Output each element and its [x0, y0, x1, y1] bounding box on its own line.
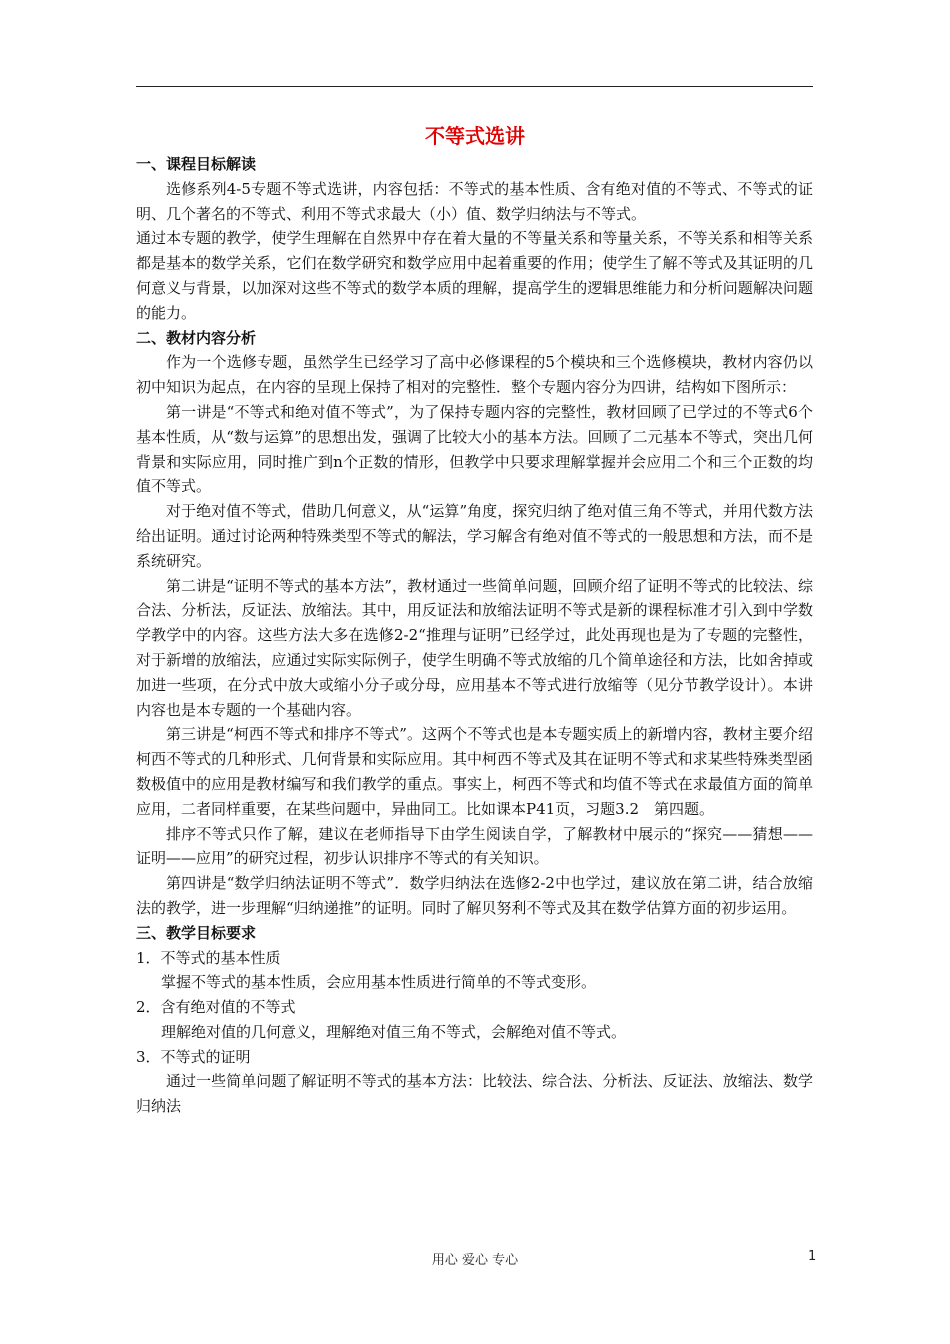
list-item-label: 3．不等式的证明 [136, 1047, 251, 1066]
paragraph: 选修系列4-5专题不等式选讲，内容包括：不等式的基本性质、含有绝对值的不等式、不等式的证明、几个著名的不等式、利用不等式求最大（小）值、数学归纳法与不等式。 [136, 179, 813, 223]
section-2-heading: 二、教材内容分析 [136, 328, 257, 347]
paragraph: 第一讲是“不等式和绝对值不等式”，为了保持专题内容的完整性，教材回顾了已学过的不等式6个基本性质，从“数与运算”的思想出发，强调了比较大小的基本方法。回顾了二元基本不等式，突出几何背景和实际应用，同时推广到n个正数的情形，但教学中只要求理解掌握并会应用二个和三个正数的均值不等式。 [136, 402, 813, 496]
list-item-text: 通过一些简单问题了解证明不等式的基本方法：比较法、综合法、分析法、反证法、放缩法、数学归纳法 [136, 1072, 813, 1116]
list-item-text: 理解绝对值的几何意义，理解绝对值三角不等式，会解绝对值不等式。 [161, 1022, 627, 1041]
paragraph: 第四讲是“数学归纳法证明不等式”．数学归纳法在选修2-2中也学过，建议放在第二讲，结合放缩法的教学，进一步理解“归纳递推”的证明。同时了解贝努利不等式及其在数学估算方面的初步运用。 [136, 874, 813, 917]
header-rule [136, 86, 813, 87]
paragraph: 第二讲是“证明不等式的基本方法”，教材通过一些简单问题，回顾介绍了证明不等式的比较法、综合法、分析法，反证法、放缩法。其中，用反证法和放缩法证明不等式是新的课程标准才引入到中学数学教学中的内容。这些方法大多在选修2-2“推理与证明”已经学过，此处再现也是为了专题的完整性，对于新增的放缩法，应通过实际实际例子，使学生明确不等式放缩的几个简单途径和方法，比如舍掉或加进一些项，在分式中放大或缩小分子或分母，应用基本不等式进行放缩等（见分节教学设计）。本讲内容也是本专题的一个基础内容。 [136, 576, 813, 719]
paragraph: 通过本专题的教学，使学生理解在自然界中存在着大量的不等量关系和等量关系，不等关系和相等关系都是基本的数学关系，它们在数学研究和数学应用中起着重要的作用；使学生了解不等式及其证明的几何意义与背景，以加深对这些不等式的数学本质的理解，提高学生的逻辑思维能力和分析问题解决问题的能力。 [136, 229, 813, 322]
page-number: 1 [808, 1249, 817, 1264]
paragraph: 作为一个选修专题，虽然学生已经学习了高中必修课程的5个模块和三个选修模块，教材内容仍以初中知识为起点，在内容的呈现上保持了相对的完整性．整个专题内容分为四讲，结构如下图所示： [136, 353, 813, 397]
footer-text: 用心 爱心 专心 [431, 1253, 519, 1268]
paragraph: 第三讲是“柯西不等式和排序不等式”。这两个不等式也是本专题实质上的新增内容，教材主要介绍柯西不等式的几种形式、几何背景和实际应用。其中柯西不等式及其在证明不等式和求某些特殊类型函数极值中的应用是教材编写和我们教学的重点。事实上，柯西不等式和均值不等式在求最值方面的简单应用，二者同样重要，在某些问题中，异曲同工。比如课本P41页，习题3.2 第四题。 [136, 725, 813, 818]
list-item-label: 1．不等式的基本性质 [136, 948, 281, 967]
list-item-text: 掌握不等式的基本性质，会应用基本性质进行简单的不等式变形。 [161, 973, 597, 992]
section-1-heading: 一、课程目标解读 [136, 155, 257, 173]
document-title: 不等式选讲 [425, 124, 525, 148]
list-item-label: 2．含有绝对值的不等式 [136, 998, 296, 1017]
document-body [136, 152, 813, 1119]
paragraph: 排序不等式只作了解，建议在老师指导下由学生阅读自学，了解教材中展示的“探究——猜想——证明——应用”的研究过程，初步认识排序不等式的有关知识。 [136, 824, 813, 868]
section-3-heading: 三、教学目标要求 [136, 923, 257, 942]
paragraph: 对于绝对值不等式，借助几何意义，从“运算”角度，探究归纳了绝对值三角不等式，并用代数方法给出证明。通过讨论两种特殊类型不等式的解法，学习解含有绝对值不等式的一般思想和方法，而不是系统研究。 [136, 502, 813, 570]
